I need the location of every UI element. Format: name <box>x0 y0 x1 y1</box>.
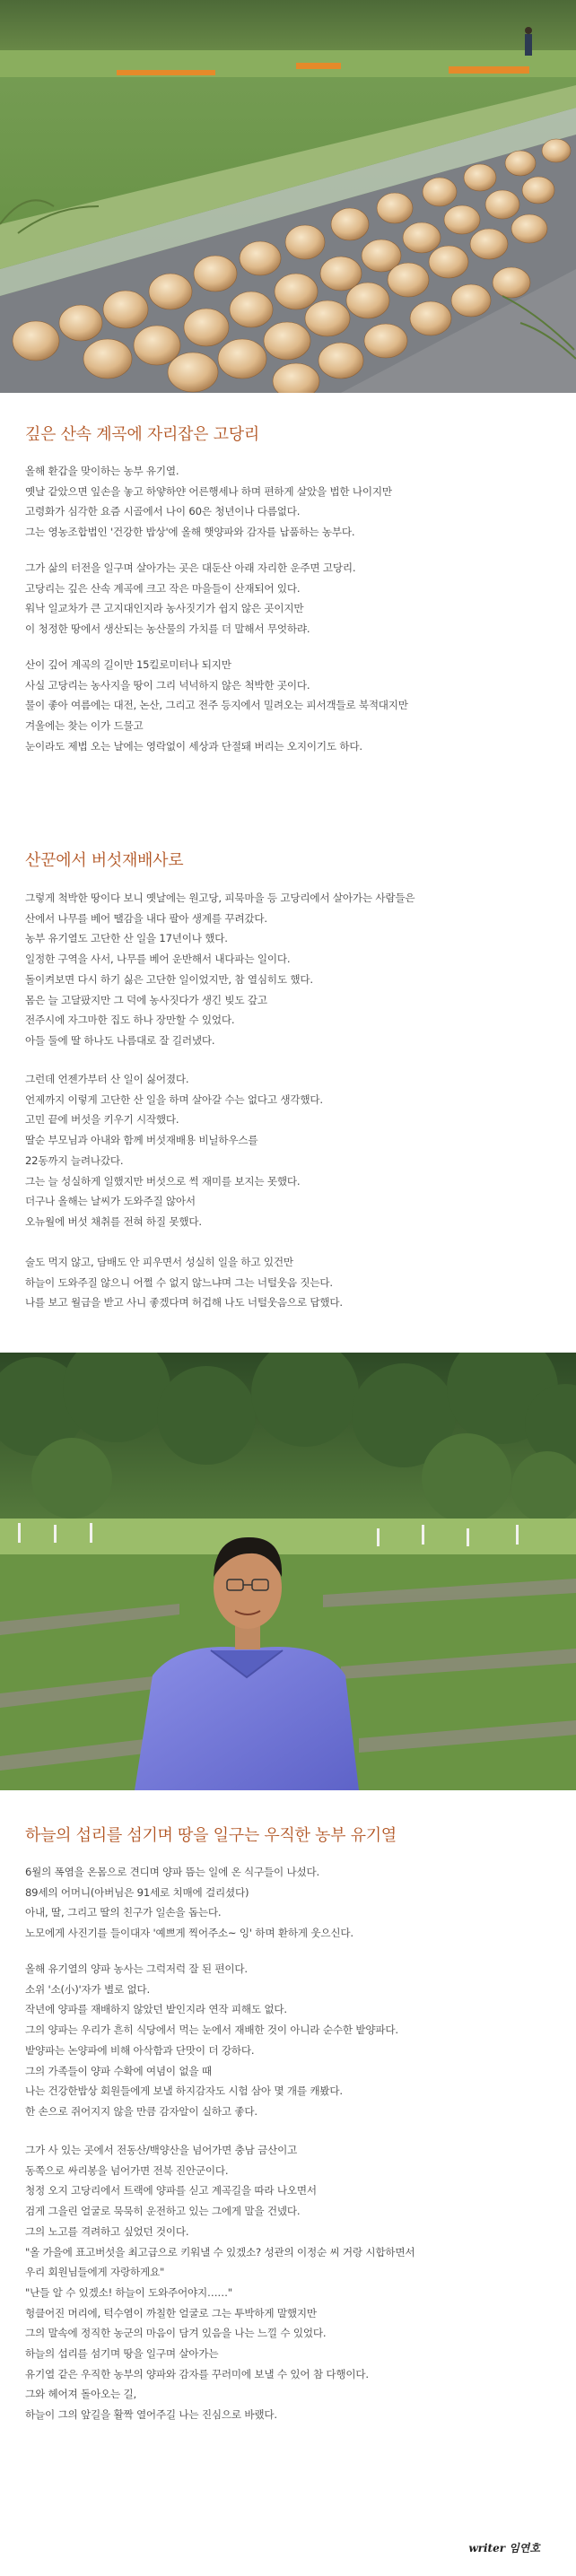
paragraph <box>25 1252 554 1313</box>
text-line: 그는 늘 성실하게 일했지만 버섯으로 썩 재미를 보지는 못했다. <box>25 1174 301 1188</box>
text-line: 올해 유기열의 양파 농사는 그럭저럭 잘 된 편이다. <box>25 1962 248 1975</box>
section-heading-1: 깊은 산속 계곡에 자리잡은 고당리 <box>25 425 259 444</box>
text-line: 아들 둘에 딸 하나도 나름대로 잘 길러냈다. <box>25 1033 215 1047</box>
text-line: 전주시에 자그마한 집도 하나 장만할 수 있었다. <box>25 1014 235 1027</box>
text-line: 산에서 나무를 베어 땔감을 내다 팔아 생계를 꾸려갔다. <box>25 911 267 925</box>
text-line: 산이 깊어 계곡의 길이만 15킬로미터나 되지만 <box>25 658 231 671</box>
text-line: 사실 고당리는 농사지을 땅이 그리 넉넉하지 않은 척박한 곳이다. <box>25 678 310 692</box>
paragraph <box>25 461 554 543</box>
text-line: "올 가을에 표고버섯을 최고급으로 키워낼 수 있겠소? 성관의 이정순 씨 거랑 시합하면서 <box>25 2245 415 2258</box>
text-line: 한 손으로 쥐어지지 않을 만큼 감자알이 실하고 좋다. <box>25 2104 257 2118</box>
text-line: 그렇게 척박한 땅이다 보니 옛날에는 원고당, 피묵마을 등 고당리에서 살아가는 사람들은 <box>25 892 415 904</box>
text-line: 유기열 같은 우직한 농부의 양파와 감자를 꾸러미에 보낼 수 있어 참 다행이다. <box>25 2367 369 2380</box>
text-line: 그는 영농조합법인 '건강한 밥상'에 올해 햇양파와 감자를 납품하는 농부다. <box>25 526 355 539</box>
writer-signature: writer 임연호 <box>468 2542 540 2554</box>
text-line: 고령화가 심각한 요즘 시골에서 나이 60은 청년이나 다름없다. <box>25 505 301 518</box>
text-line: 일정한 구역을 사서, 나무를 베어 운반해서 내다파는 일이다. <box>25 953 291 966</box>
text-line: 그와 헤어져 돌아오는 길, <box>25 2388 136 2401</box>
text-line: 고당리는 깊은 산속 계곡에 크고 작은 마을들이 산재되어 있다. <box>25 581 301 595</box>
text-line: 검게 그을린 얼굴로 묵묵히 운전하고 있는 그에게 말을 건넸다. <box>25 2205 301 2218</box>
text-line: 밭양파는 논양파에 비해 아삭함과 단맛이 더 강하다. <box>25 2043 255 2057</box>
paragraph <box>25 558 554 640</box>
text-line: 그의 양파는 우리가 흔히 식당에서 먹는 눈에서 재배한 것이 아니라 순수한 밭양파다. <box>25 2023 398 2037</box>
text-line: 그의 가족들이 양파 수확에 여념이 없을 때 <box>25 2064 212 2077</box>
section-heading-3: 하늘의 섭리를 섬기며 땅을 일구는 우직한 농부 유기열 <box>25 1826 397 1845</box>
text-line: 몸은 늘 고달팠지만 그 덕에 농사짓다가 생긴 빚도 갚고 <box>25 993 267 1006</box>
text-line: 노모에게 사진기를 들이대자 '예쁘게 찍어주소~ 잉' 하며 환하게 웃으신다. <box>25 1927 353 1940</box>
text-line: 22동까지 늘려나갔다. <box>25 1153 124 1167</box>
text-line: 겨울에는 찾는 이가 드물고 <box>25 719 144 733</box>
text-line: 눈이라도 제법 오는 날에는 영락없이 세상과 단절돼 버리는 오지이기도 하다. <box>25 739 362 753</box>
paragraph <box>25 655 554 757</box>
text-line: 그가 사 있는 곳에서 전동산/백양산을 넘어가면 충남 금산이고 <box>25 2144 298 2156</box>
text-line: 우리 회원님들에게 자랑하게요" <box>25 2266 165 2279</box>
text-line: 89세의 어머니(아버님은 91세로 치매에 걸리셨다) <box>25 1885 249 1899</box>
paragraph <box>25 1959 554 2122</box>
text-line: 언제까지 이렇게 고단한 산 일을 하며 살아갈 수는 없다고 생각했다. <box>25 1092 323 1106</box>
text-line: 그의 말속에 정직한 농군의 마음이 담겨 있음을 나는 느낄 수 있었다. <box>25 2327 327 2340</box>
text-line: 나는 건강한밥상 회원들에게 보낼 하지감자도 시험 삼아 몇 개를 캐봤다. <box>25 2084 343 2098</box>
text-line: 하늘의 섭리를 섬기며 땅을 일구며 살아가는 <box>25 2347 219 2361</box>
text-line: 더구나 올해는 날씨가 도와주질 않아서 <box>25 1195 196 1208</box>
text-line: 나를 보고 월급을 받고 사니 좋겠다며 허겁해 나도 너털웃음으로 답했다. <box>25 1296 343 1310</box>
onion-harvest-photo <box>0 0 576 393</box>
paragraph <box>25 1069 554 1232</box>
text-line: 딸순 부모님과 아내와 함께 버섯재배용 비닐하우스를 <box>25 1134 258 1147</box>
text-line: 6월의 폭염을 온몸으로 견디며 양파 뜸는 일에 온 식구들이 나섰다. <box>25 1866 320 1878</box>
text-line: 헝클어진 머리에, 턱수염이 까칠한 얼굴로 그는 투박하게 말했지만 <box>25 2306 317 2319</box>
text-line: 물이 좋아 여름에는 대전, 논산, 그리고 전주 등지에서 밀려오는 피서객들로 북적대지만 <box>25 699 408 712</box>
text-line: 아내, 딸, 그리고 딸의 친구가 일손을 돕는다. <box>25 1906 222 1919</box>
text-line: 워낙 일교차가 큰 고지대인지라 농사짓기가 쉽지 않은 곳이지만 <box>25 602 304 615</box>
text-line: 이 청정한 땅에서 생산되는 농산물의 가치를 더 말해서 무엇하랴. <box>25 622 310 636</box>
section-heading-2: 산꾼에서 버섯재배사로 <box>25 851 184 870</box>
text-line: 고민 끝에 버섯을 키우기 시작했다. <box>25 1113 179 1127</box>
paragraph <box>25 1862 554 1944</box>
text-line: 그런데 언젠가부터 산 일이 싫어졌다. <box>25 1073 189 1085</box>
text-line: 농부 유기열도 고단한 산 일을 17년이나 했다. <box>25 932 228 945</box>
text-line: 그의 노고를 격려하고 싶었던 것이다. <box>25 2224 189 2238</box>
paragraph <box>25 888 554 1051</box>
text-line: 술도 먹지 않고, 담배도 안 피우면서 성실히 일을 하고 있건만 <box>25 1256 293 1268</box>
text-line: 작년에 양파를 재배하지 않았던 밭인지라 연작 피해도 없다. <box>25 2003 287 2016</box>
text-line: 소위 '소(小)'자가 별로 없다. <box>25 1982 150 1996</box>
text-line: 돌이켜보면 다시 하기 싫은 고단한 일이었지만, 참 열심히도 했다. <box>25 972 313 986</box>
text-line: 하늘이 도와주질 않으니 어쩔 수 없지 않느냐며 그는 너털웃음 짓는다. <box>25 1275 333 1289</box>
text-line: 올해 환갑을 맞이하는 농부 유기열. <box>25 465 179 477</box>
paragraph <box>25 2140 554 2425</box>
text-line: "난들 알 수 있겠소! 하늘이 도와주어야지……" <box>25 2285 232 2299</box>
text-line: 오뉴월에 버섯 채취를 전혀 하질 못했다. <box>25 1214 202 1228</box>
text-line: 청정 오지 고당리에서 트랙에 양파를 싣고 계곡길을 따라 나오면서 <box>25 2184 317 2197</box>
farmer-portrait-photo <box>0 1353 576 1790</box>
text-line: 하늘이 그의 앞길을 활짝 열어주길 나는 진심으로 바랬다. <box>25 2408 277 2422</box>
text-line: 옛날 같았으면 잎손을 놓고 하얗하얀 어른행세나 하며 편하게 살았을 법한 나이지만 <box>25 484 392 498</box>
text-line: 그가 삶의 터전을 일구며 살아가는 곳은 대둔산 아래 자리한 운주면 고당리. <box>25 561 356 574</box>
text-line: 동쪽으로 싸리봉을 넘어가면 전북 진안군이다. <box>25 2163 229 2177</box>
